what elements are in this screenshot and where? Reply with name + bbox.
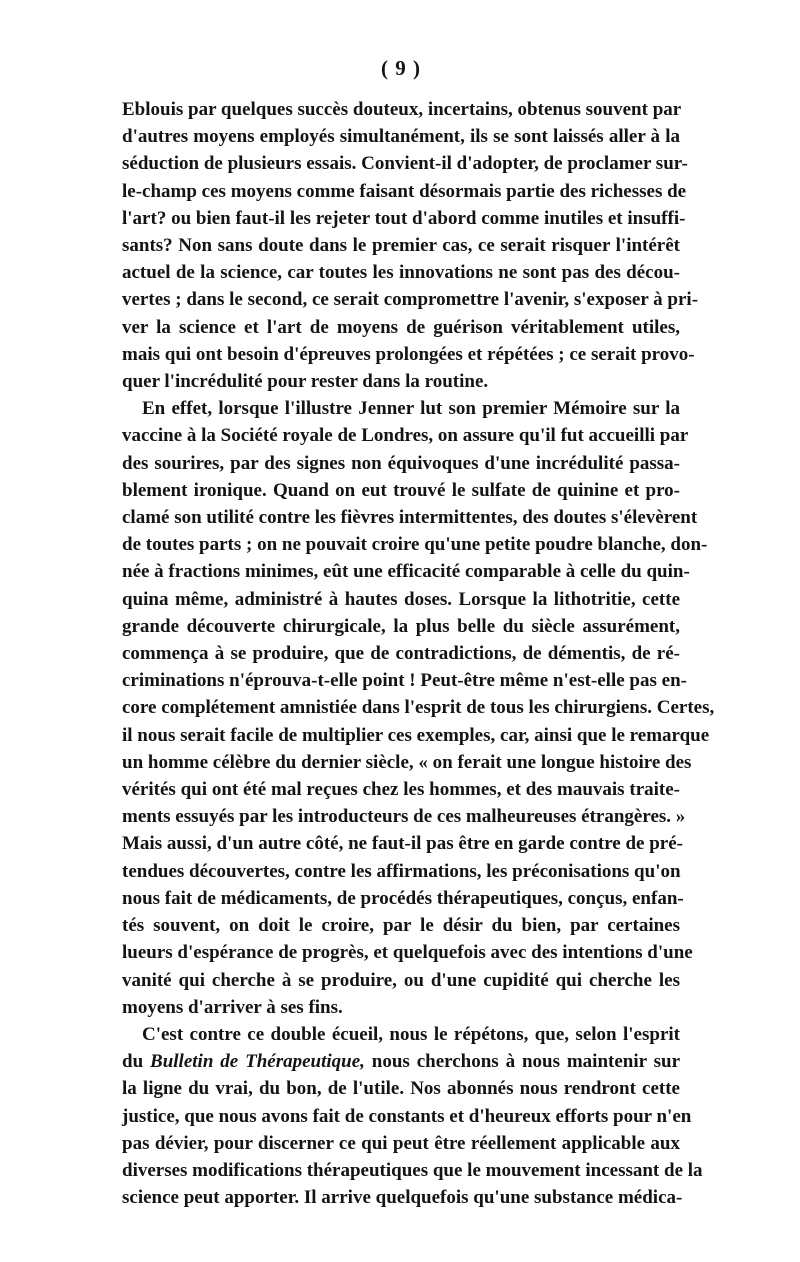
text-line: mais qui ont besoin d'épreuves prolongées et répétées ; ce serait provo- xyxy=(122,343,695,365)
text-line: Mais aussi, d'un autre côté, ne faut-il pas être en garde contre de pré- xyxy=(122,833,683,855)
text-line: commença à se produire, que de contradictions, de démentis, de ré- xyxy=(122,643,680,665)
text-line: la ligne du vrai, du bon, de l'utile. Nos abonnés nous rendront cette xyxy=(122,1078,680,1100)
paragraph-1 xyxy=(122,96,699,395)
text-line: science peut apporter. Il arrive quelquefois qu'une substance médica- xyxy=(122,1187,683,1209)
text-line: l'art? ou bien faut-il les rejeter tout d'abord comme inutiles et insuffi- xyxy=(122,207,686,229)
text-line: grande découverte chirurgicale, la plus belle du siècle assurément, xyxy=(122,615,680,637)
paragraph-2 xyxy=(122,395,715,1021)
text-line: d'autres moyens employés simultanément, ils se sont laissés aller à la xyxy=(122,126,680,148)
text-line: nous fait de médicaments, de procédés thérapeutiques, conçus, enfan- xyxy=(122,887,684,909)
text-fragment: nous cherchons à nous maintenir sur xyxy=(364,1051,681,1073)
text-fragment: du xyxy=(122,1051,151,1073)
text-line: diverses modifications thérapeutiques que le mouvement incessant de la xyxy=(122,1159,703,1181)
text-line: vertes ; dans le second, ce serait compromettre l'avenir, s'exposer à pri- xyxy=(122,289,699,311)
text-line: moyens d'arriver à ses fins. xyxy=(122,996,343,1018)
text-line: le-champ ces moyens comme faisant désormais partie des richesses de xyxy=(122,180,687,202)
text-line: pas dévier, pour discerner ce qui peut être réellement applicable aux xyxy=(122,1132,680,1154)
paragraph-3 xyxy=(122,1021,703,1211)
text-line: un homme célèbre du dernier siècle, « on ferait une longue histoire des xyxy=(122,751,692,773)
text-line: criminations n'éprouva-t-elle point ! Peut-être même n'est-elle pas en- xyxy=(122,670,687,692)
text-line: tés souvent, on doit le croire, par le désir du bien, par certaines xyxy=(122,915,680,937)
text-line: blement ironique. Quand on eut trouvé le sulfate de quinine et pro- xyxy=(122,479,680,501)
text-line: vaccine à la Société royale de Londres, on assure qu'il fut accueilli par xyxy=(122,425,689,447)
text-line: justice, que nous avons fait de constants et d'heureux efforts pour n'en xyxy=(122,1105,692,1127)
text-line: vanité qui cherche à se produire, ou d'une cupidité qui cherche les xyxy=(122,969,680,991)
text-line: quer l'incrédulité pour rester dans la routine. xyxy=(122,371,489,393)
text-line: quina même, administré à hautes doses. Lorsque la lithotritie, cette xyxy=(122,588,680,610)
text-line: tendues découvertes, contre les affirmations, les préconisations qu'on xyxy=(122,860,681,882)
text-line: C'est contre ce double écueil, nous le répétons, que, selon l'esprit xyxy=(142,1023,680,1045)
text-line: ver la science et l'art de moyens de guérison véritablement utiles, xyxy=(122,316,680,338)
text-line: actuel de la science, car toutes les innovations ne sont pas des décou- xyxy=(122,262,680,284)
text-line: En effet, lorsque l'illustre Jenner lut son premier Mémoire sur la xyxy=(142,398,680,420)
text-line xyxy=(122,1048,680,1075)
text-line: core complétement amnistiée dans l'esprit de tous les chirurgiens. Certes, xyxy=(122,697,715,719)
page-number: ( 9 ) xyxy=(381,56,421,80)
text-line: clamé son utilité contre les fièvres intermittentes, des doutes s'élevèrent xyxy=(122,507,698,529)
text-line: lueurs d'espérance de progrès, et quelquefois avec des intentions d'une xyxy=(122,942,693,964)
document-page xyxy=(122,54,715,1211)
text-line: il nous serait facile de multiplier ces exemples, car, ainsi que le remarque xyxy=(122,724,710,746)
journal-title: Bulletin de Thérapeutique, xyxy=(150,1051,365,1073)
text-line: sants? Non sans doute dans le premier cas, ce serait risquer l'intérêt xyxy=(122,235,680,257)
text-line: de toutes parts ; on ne pouvait croire qu'une petite poudre blanche, don- xyxy=(122,534,708,556)
text-line: née à fractions minimes, eût une efficacité comparable à celle du quin- xyxy=(122,561,690,583)
text-line: vérités qui ont été mal reçues chez les hommes, et des mauvais traite- xyxy=(122,779,680,801)
text-line: des sourires, par des signes non équivoques d'une incrédulité passa- xyxy=(122,452,680,474)
text-line: séduction de plusieurs essais. Convient-il d'adopter, de proclamer sur- xyxy=(122,153,688,175)
text-line: ments essuyés par les introducteurs de ces malheureuses étrangères. » xyxy=(122,806,686,828)
text-line: Eblouis par quelques succès douteux, incertains, obtenus souvent par xyxy=(122,99,682,120)
